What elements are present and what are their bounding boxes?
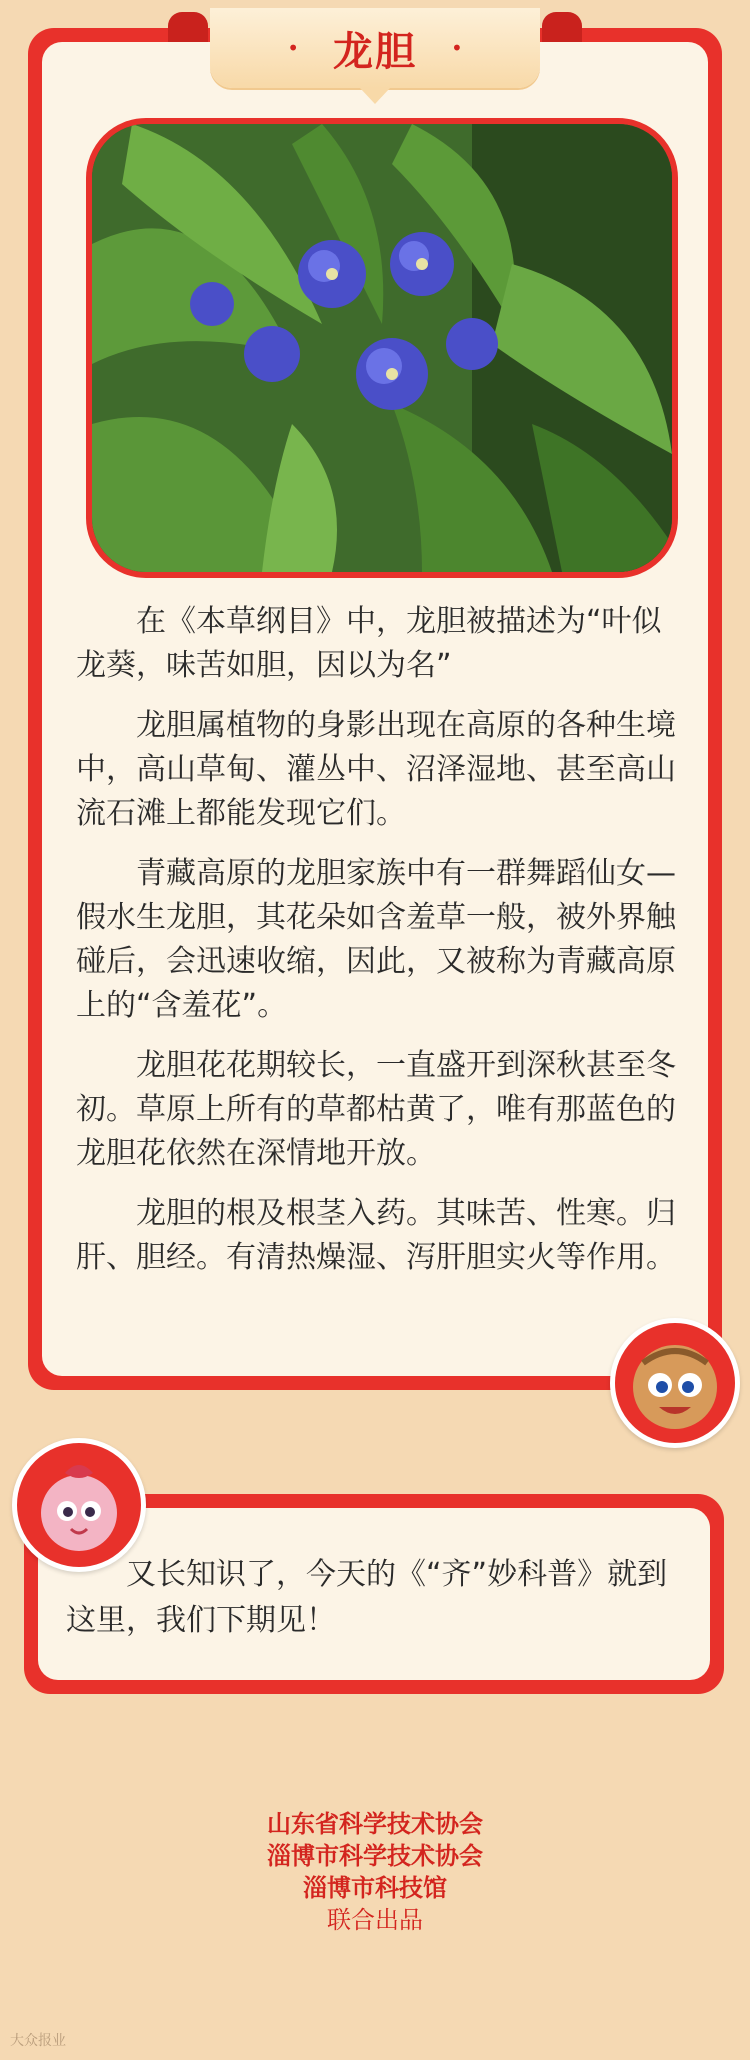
mascot-boy-avatar [610, 1318, 740, 1448]
credit-org-2: 淄博市科学技术协会 [267, 1842, 483, 1870]
credits [0, 1808, 750, 1936]
credit-org-1: 山东省科学技术协会 [267, 1810, 483, 1838]
gentian-flower-photo-icon [92, 124, 672, 572]
paragraph-3: 青藏高原的龙胆家族中有一群舞蹈仙女—假水生龙胆，其花朵如含羞草一般，被外界触碰后，会迅速收缩，因此，又被称为青藏高原上的“含羞花”。 [76, 856, 676, 1023]
paragraph-5: 龙胆的根及根茎入药。其味苦、性寒。归肝、胆经。有清热燥湿、泻肝胆实火等作用。 [76, 1196, 676, 1275]
credit-org-3: 淄博市科技馆 [303, 1874, 447, 1902]
title-dot-left: • [287, 36, 299, 60]
title-dot-right: • [451, 36, 463, 60]
title-tab [210, 8, 540, 88]
page-title: 龙胆 [333, 27, 417, 75]
article-text [76, 600, 676, 1296]
mascot-boy-icon [615, 1323, 735, 1443]
closing-text: 又长知识了，今天的《“齐”妙科普》就到这里，我们下期见！ [66, 1557, 668, 1638]
title-ear-right [542, 12, 582, 42]
title-ear-left [168, 12, 208, 42]
mascot-girl-icon [17, 1443, 141, 1567]
paragraph-1: 在《本草纲目》中，龙胆被描述为“叶似龙葵，味苦如胆，因以为名” [76, 604, 662, 683]
paragraph-2: 龙胆属植物的身影出现在高原的各种生境中，高山草甸、灌丛中、沼泽湿地、甚至高山流石滩上都能发现它们。 [76, 708, 676, 831]
paragraph-4: 龙胆花花期较长，一直盛开到深秋甚至冬初。草原上所有的草都枯黄了，唯有那蓝色的龙胆花依然在深情地开放。 [76, 1048, 676, 1171]
gentian-photo [86, 118, 678, 578]
watermark: 大众报业 [10, 2033, 66, 2049]
credit-joint: 联合出品 [327, 1906, 423, 1934]
